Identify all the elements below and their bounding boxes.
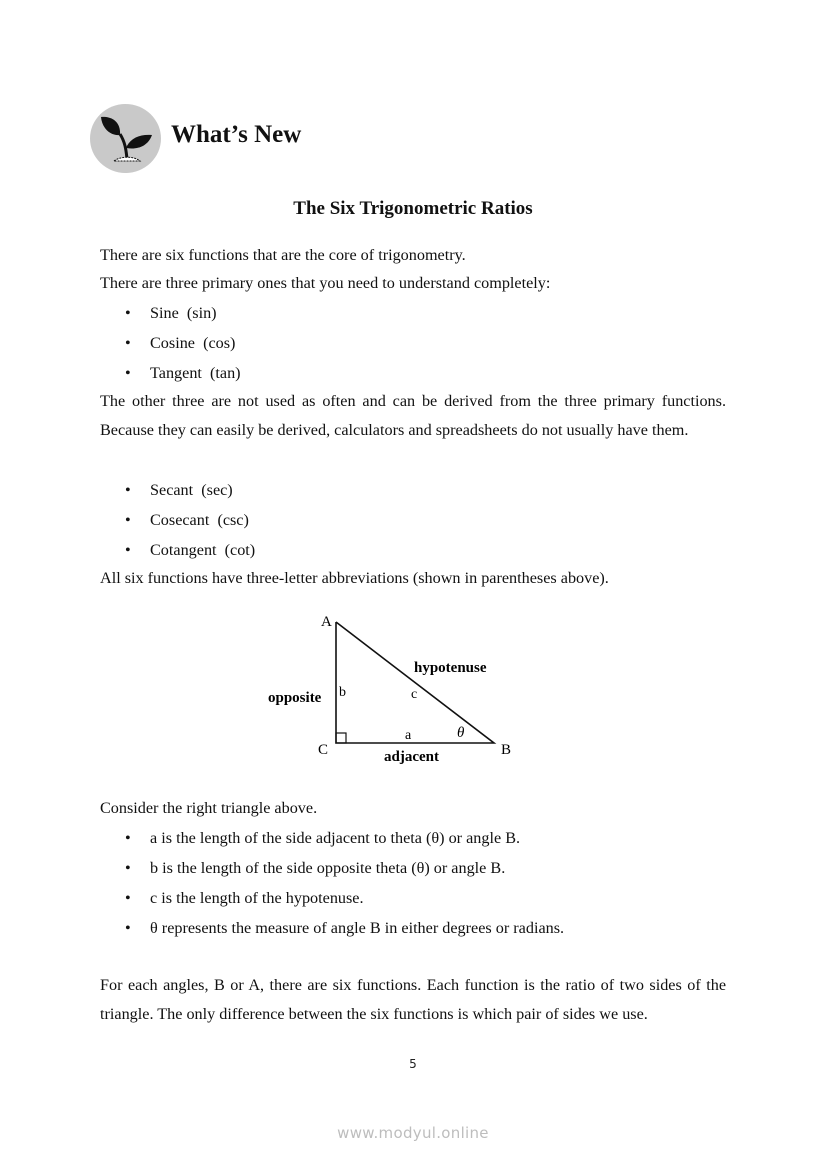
page-number: 5 bbox=[409, 1057, 417, 1071]
definition-text: a is the length of the side adjacent to theta (θ) or angle B. bbox=[150, 829, 521, 847]
right-triangle-diagram bbox=[250, 605, 530, 775]
consider-line: Consider the right triangle above. bbox=[100, 799, 318, 817]
vertex-a-label: A bbox=[321, 614, 332, 630]
list-item: • Sine (sin) bbox=[125, 304, 217, 322]
intro-line-2: There are three primary ones that you need to understand completely: bbox=[100, 274, 551, 292]
opposite-label: opposite bbox=[268, 690, 322, 706]
function-name: Sine bbox=[150, 304, 179, 322]
side-b-label: b bbox=[339, 685, 346, 700]
definition-text: c is the length of the hypotenuse. bbox=[150, 889, 364, 907]
list-item: • b is the length of the side opposite theta (θ) or angle B. bbox=[125, 859, 506, 877]
function-abbr: (cos) bbox=[203, 334, 236, 352]
function-abbr: (tan) bbox=[210, 364, 241, 382]
list-item: • Cosine (cos) bbox=[125, 334, 236, 352]
side-a-label: a bbox=[405, 728, 412, 743]
abbreviation-note: All six functions have three-letter abbreviations (shown in parentheses above). bbox=[100, 569, 609, 587]
watermark: www.modyul.online bbox=[337, 1124, 489, 1142]
function-abbr: (cot) bbox=[224, 541, 256, 559]
other-functions-paragraph: The other three are not used as often and can be derived from the three primary functions. Because they can easily be derived, calculators and spreadsheets do not usually have them. bbox=[100, 392, 726, 439]
function-name: Cosine bbox=[150, 334, 195, 352]
list-item: • θ represents the measure of angle B in either degrees or radians. bbox=[125, 919, 565, 937]
closing-paragraph: For each angles, B or A, there are six functions. Each function is the ratio of two sides of the triangle. The only difference between the six functions is which pair of sides we use. bbox=[100, 976, 726, 1023]
vertex-b-label: B bbox=[501, 742, 512, 758]
list-item: • Cosecant (csc) bbox=[125, 511, 249, 529]
list-item: • c is the length of the hypotenuse. bbox=[125, 889, 364, 907]
section-heading: What’s New bbox=[171, 121, 302, 148]
list-item: • Tangent (tan) bbox=[125, 364, 241, 382]
document-title: The Six Trigonometric Ratios bbox=[293, 198, 533, 219]
list-item: • a is the length of the side adjacent to theta (θ) or angle B. bbox=[125, 829, 521, 847]
sprout-plant-icon bbox=[90, 104, 161, 173]
function-name: Secant bbox=[150, 481, 194, 499]
function-name: Cotangent bbox=[150, 541, 217, 559]
list-item: • Cotangent (cot) bbox=[125, 541, 256, 559]
side-c-label: c bbox=[411, 687, 418, 702]
function-name: Tangent bbox=[150, 364, 202, 382]
theta-label: θ bbox=[457, 725, 465, 741]
list-item: • Secant (sec) bbox=[125, 481, 233, 499]
function-name: Cosecant bbox=[150, 511, 210, 529]
definition-text: b is the length of the side opposite theta (θ) or angle B. bbox=[150, 859, 506, 877]
function-abbr: (sec) bbox=[201, 481, 233, 499]
definition-text: θ represents the measure of angle B in either degrees or radians. bbox=[150, 919, 565, 937]
hypotenuse-label: hypotenuse bbox=[414, 660, 487, 676]
adjacent-label: adjacent bbox=[384, 749, 439, 765]
function-abbr: (csc) bbox=[217, 511, 249, 529]
vertex-c-label: C bbox=[318, 742, 329, 758]
function-abbr: (sin) bbox=[186, 304, 217, 322]
intro-line-1: There are six functions that are the core of trigonometry. bbox=[100, 246, 466, 264]
